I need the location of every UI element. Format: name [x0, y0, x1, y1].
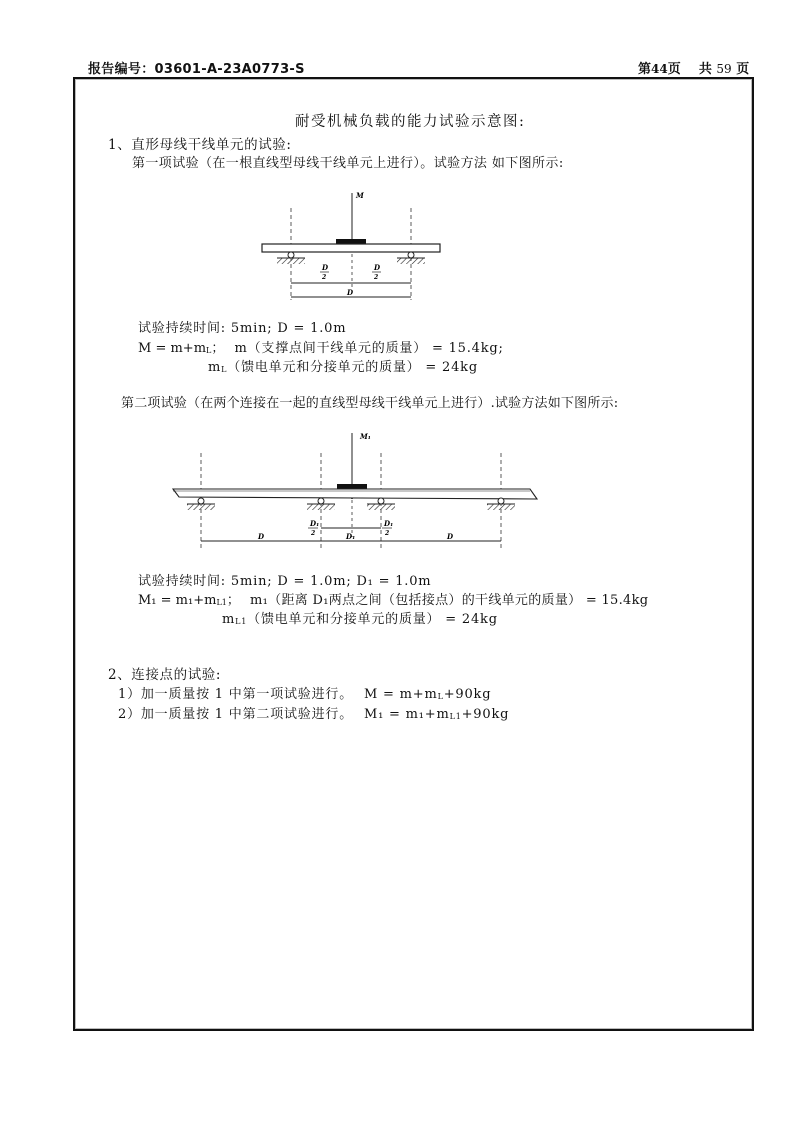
support-left — [277, 252, 305, 264]
page-indicator — [638, 58, 749, 77]
section2-item-2 — [118, 707, 509, 725]
section2-item-1 — [118, 687, 491, 705]
test2-formula — [138, 593, 648, 611]
page-current-suffix: 页 — [667, 62, 681, 77]
weight-block — [336, 239, 366, 244]
center-span-label: D₁ — [346, 532, 356, 541]
m-definition: m（支撑点间干线单元的质量） = 15.4kg; — [234, 341, 504, 356]
item-formula-sub: L1 — [449, 712, 462, 721]
section1-heading: 1、直形母线干线单元的试验: — [108, 137, 292, 153]
support-1 — [187, 498, 215, 510]
half-center-left-num: D₁ — [310, 519, 320, 528]
item-formula-tail: +90kg — [461, 707, 510, 722]
item-text: 1）加一质量按 1 中第一项试验进行。 — [118, 687, 354, 702]
half-span-right-den: 2 — [374, 274, 379, 281]
formula-sep: ； — [211, 341, 225, 356]
formula-sep: ； — [226, 593, 240, 608]
half-center-right-num: D₁ — [384, 519, 394, 528]
item-text: 2）加一质量按 1 中第二项试验进行。 — [118, 707, 354, 722]
test2-intro: 第二项试验（在两个连接在一起的直线型母线干线单元上进行）.试验方法如下图所示: — [121, 396, 619, 411]
load-label: M — [356, 191, 364, 200]
formula-sub: L1 — [216, 598, 227, 607]
document-title: 耐受机械负载的能力试验示意图: — [295, 114, 526, 130]
half-span-left-num: D — [322, 263, 329, 272]
formula-lhs: M = m+m — [138, 341, 207, 356]
mL1-sub: L1 — [235, 617, 248, 626]
busbar — [173, 489, 537, 499]
test2-mL1-definition — [222, 612, 498, 630]
half-span-right-num: D — [374, 263, 381, 272]
half-span-left-den: 2 — [322, 274, 327, 281]
page-current: 44 — [651, 62, 668, 76]
mL1-def-text: （馈电单元和分接单元的质量） = 24kg — [247, 612, 498, 627]
section2-heading: 2、连接点的试验: — [108, 667, 222, 683]
support-4 — [487, 498, 515, 510]
support-right — [397, 252, 425, 264]
item-formula-sub: L — [437, 692, 444, 701]
formula-lhs-sub: L — [206, 346, 212, 355]
support-3 — [367, 498, 395, 510]
report-number-header — [88, 58, 305, 77]
half-center-right-den: 2 — [385, 530, 390, 537]
item-formula-tail: +90kg — [443, 687, 492, 702]
page-total-suffix: 页 — [736, 62, 750, 77]
item-formula: M₁ = m₁+m — [363, 707, 450, 722]
half-center-left-den: 2 — [311, 530, 316, 537]
report-number-label: 报告编号： — [88, 62, 155, 77]
page-total: 59 — [716, 62, 732, 76]
load-label: M₁ — [360, 432, 371, 441]
test1-diagram — [250, 188, 450, 300]
test1-formula — [138, 341, 504, 359]
page-total-prefix: 共 — [698, 62, 712, 77]
busbar — [262, 244, 440, 252]
mL-symbol: m — [208, 360, 222, 375]
mL1-symbol: m — [222, 612, 236, 627]
right-span-label: D — [447, 532, 454, 541]
test2-duration: 试验持续时间: 5min; D = 1.0m; D₁ = 1.0m — [138, 574, 432, 589]
item-formula: M = m+m — [363, 687, 438, 702]
mL-def-text: （馈电单元和分接单元的质量） = 24kg — [227, 360, 478, 375]
test1-duration: 试验持续时间: 5min; D = 1.0m — [138, 321, 347, 336]
formula-lhs: M₁ = m₁+m — [138, 593, 217, 608]
report-number-value: 03601-A-23A0773-S — [154, 62, 305, 77]
support-2 — [307, 498, 335, 510]
page-current-prefix: 第 — [638, 62, 652, 77]
mL-sub: L — [221, 365, 228, 374]
test1-mL-definition — [208, 360, 478, 378]
span-label: D — [347, 288, 354, 297]
test1-intro: 第一项试验（在一根直线型母线干线单元上进行）。试验方法 如下图所示: — [132, 156, 564, 171]
left-span-label: D — [258, 532, 265, 541]
m1-definition: m₁（距离 D₁两点之间（包括接点）的干线单元的质量） = 15.4kg — [250, 593, 649, 608]
test2-diagram — [165, 425, 545, 553]
